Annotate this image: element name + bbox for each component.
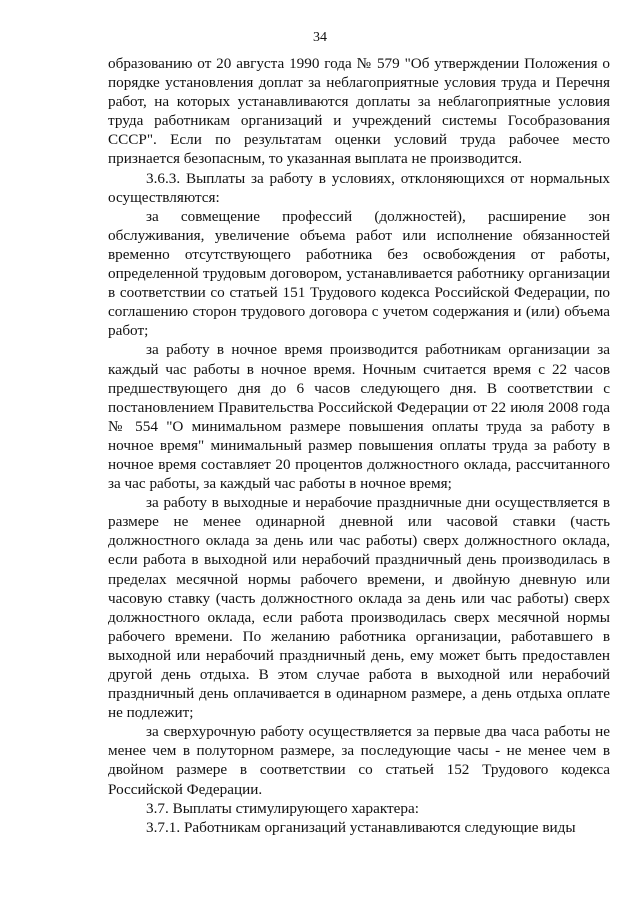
page-number: 34	[313, 30, 327, 45]
paragraph-continuation: образованию от 20 августа 1990 года № 579 "Об утверждении Положения о порядке установления доплат за неблагоприятные условия труда и Перечня работ, на которых устанавливаются доплаты за неблагоприятные условия труда работникам организаций и учреждений системы Гособразования СССР". Если по результатам оценки условий труда рабочее место признается безопасным, то указанная выплата не производится.	[108, 55, 610, 168]
paragraph-overtime-work: за сверхурочную работу осуществляется за первые два часа работы не менее чем в полуторном размере, за последующие часы - не менее чем в двойном размере в соответствии со статьей 152 Трудового кодекса Российской Федерации.	[108, 723, 610, 798]
paragraph-3-7: 3.7. Выплаты стимулирующего характера:	[146, 799, 419, 817]
paragraph-3-6-3: 3.6.3. Выплаты за работу в условиях, отклоняющихся от нормальных осуществляются:	[108, 169, 610, 206]
paragraph-3-7-1: 3.7.1. Работникам организаций устанавливаются следующие виды	[146, 818, 576, 836]
paragraph-weekend-work: за работу в выходные и нерабочие праздничные дни осуществляется в размере не менее одинарной дневной или часовой ставки (часть должностного оклада за день или час работы) сверх должностного оклада, если работа в выходной или нерабочий праздничный день производилась в пределах месячной нормы рабочего времени, и двойную дневную или часовую ставку (часть должностного оклада за день или час работы) сверх должностного оклада, если работа производилась сверх месячной нормы рабочего времени. По желанию работника организации, работавшего в выходной или нерабочий праздничный день, ему может быть предоставлен другой день отдыха. В этом случае работа в выходной или нерабочий праздничный день оплачивается в одинарном размере, а день отдыха оплате не подлежит;	[108, 494, 610, 722]
document-body	[108, 54, 610, 837]
paragraph-combination-of-professions: за совмещение профессий (должностей), расширение зон обслуживания, увеличение объема работ или исполнение обязанностей временно отсутствующего работника без освобождения от работы, определенной трудовым договором, устанавливается работнику организации в соответствии со статьей 151 Трудового кодекса Российской Федерации, по соглашению сторон трудового договора с учетом содержания и (или) объема работ;	[108, 207, 610, 340]
paragraph-night-work: за работу в ночное время производится работникам организации за каждый час работы в ночное время. Ночным считается время с 22 часов предшествующего дня до 6 часов следующего дня. В соответствии с постановлением Правительства Российской Федерации от 22 июля 2008 года № 554 "О минимальном размере повышения оплаты труда за работу в ночное время" минимальный размер повышения оплаты труда за работу в ночное время составляет 20 процентов должностного оклада, рассчитанного за час работы, за каждый час работы в ночное время;	[108, 341, 610, 493]
